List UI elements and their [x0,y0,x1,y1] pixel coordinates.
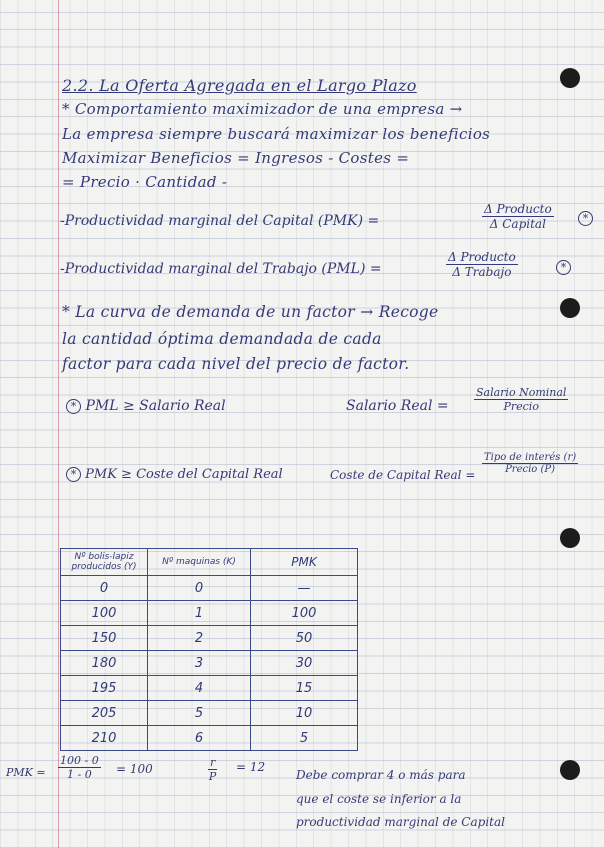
punch-hole [560,528,580,548]
table-cell: 5 [251,726,358,751]
text-line: La empresa siempre buscará maximizar los beneficios [62,125,491,143]
text-line: * Comportamiento maximizador de una empresa → [62,100,463,118]
table-cell: 150 [61,626,148,651]
condition-text: PML ≥ Salario Real [85,398,226,414]
section-title: 2.2. La Oferta Agregada en el Largo Plazo [62,76,417,95]
punch-hole [560,298,580,318]
fraction-numerator: r [210,756,216,769]
condition-pmk [66,467,283,482]
table-cell: 100 [251,601,358,626]
text-line: la cantidad óptima demandada de cada [62,330,382,348]
table-cell: 210 [61,726,148,751]
table-row [61,626,358,651]
table-cell: 195 [61,676,148,701]
table-cell: 10 [251,701,358,726]
table-cell: — [251,576,358,601]
table-cell: 3 [148,651,251,676]
fraction-numerator: Δ Producto [484,202,552,216]
table-row [61,601,358,626]
star-mark-icon: * [556,259,571,275]
pmk-calc-fraction [58,754,101,781]
column-header: Nº bolis-lapiz producidos (Y) [61,549,148,576]
table-cell: 6 [148,726,251,751]
conclusion-line: que el coste se inferior a la [296,792,462,806]
fraction-denominator: Δ Capital [489,217,546,231]
fraction-numerator: Δ Producto [448,250,516,264]
table-row [61,651,358,676]
salario-real-fraction [474,386,568,413]
star-mark-icon: * [66,399,81,414]
fraction-denominator: Precio (P) [505,464,556,475]
punch-hole [560,760,580,780]
conclusion-line: Debe comprar 4 o más para [296,768,466,782]
star-mark-icon: * [66,467,81,482]
coste-capital-label: Coste de Capital Real = [330,468,476,482]
text-line: factor para cada nivel del precio de factor. [62,355,410,373]
condition-text: PMK ≥ Coste del Capital Real [85,467,283,482]
text-line: Maximizar Beneficios = Ingresos - Costes = [62,149,410,167]
table-row [61,701,358,726]
column-header: Nº maquinas (K) [148,549,251,576]
pmk-definition: -Productividad marginal del Capital (PMK) = [60,213,380,229]
condition-pml [66,398,226,414]
fraction-numerator: 100 - 0 [60,754,99,767]
table-row [61,676,358,701]
table-cell: 4 [148,676,251,701]
fraction-denominator: Δ Trabajo [452,265,512,279]
production-table [60,548,358,751]
fraction-numerator: Tipo de interés (r) [484,452,577,463]
star-mark-icon: * [578,210,593,226]
pmk-fraction [482,202,554,231]
fraction-denominator: P [208,770,217,783]
table-cell: 100 [61,601,148,626]
pml-fraction [446,250,518,279]
coste-capital-fraction [482,452,578,475]
table-cell: 0 [148,576,251,601]
table-cell: 30 [251,651,358,676]
fraction-denominator: Precio [503,400,539,413]
table-row [61,726,358,751]
text-line: = Precio · Cantidad - [62,173,228,191]
table-cell: 180 [61,651,148,676]
punch-hole [560,68,580,88]
salario-real-label: Salario Real = [346,398,449,414]
table-cell: 2 [148,626,251,651]
text-line: * La curva de demanda de un factor → Recoge [62,303,439,321]
table-cell: 5 [148,701,251,726]
pmk-calc-result: = 100 [116,762,153,776]
ratio-fraction [208,756,217,783]
table-cell: 205 [61,701,148,726]
fraction-denominator: 1 - 0 [67,768,92,781]
conclusion-line: productividad marginal de Capital [296,815,505,829]
table-cell: 15 [251,676,358,701]
table-cell: 50 [251,626,358,651]
table-row [61,576,358,601]
pmk-calc-label: PMK = [6,766,46,779]
column-header: PMK [251,549,358,576]
table-cell: 1 [148,601,251,626]
table-cell: 0 [61,576,148,601]
fraction-numerator: Salario Nominal [476,386,567,399]
ratio-result: = 12 [236,760,266,774]
pml-definition: -Productividad marginal del Trabajo (PML) = [60,261,382,277]
